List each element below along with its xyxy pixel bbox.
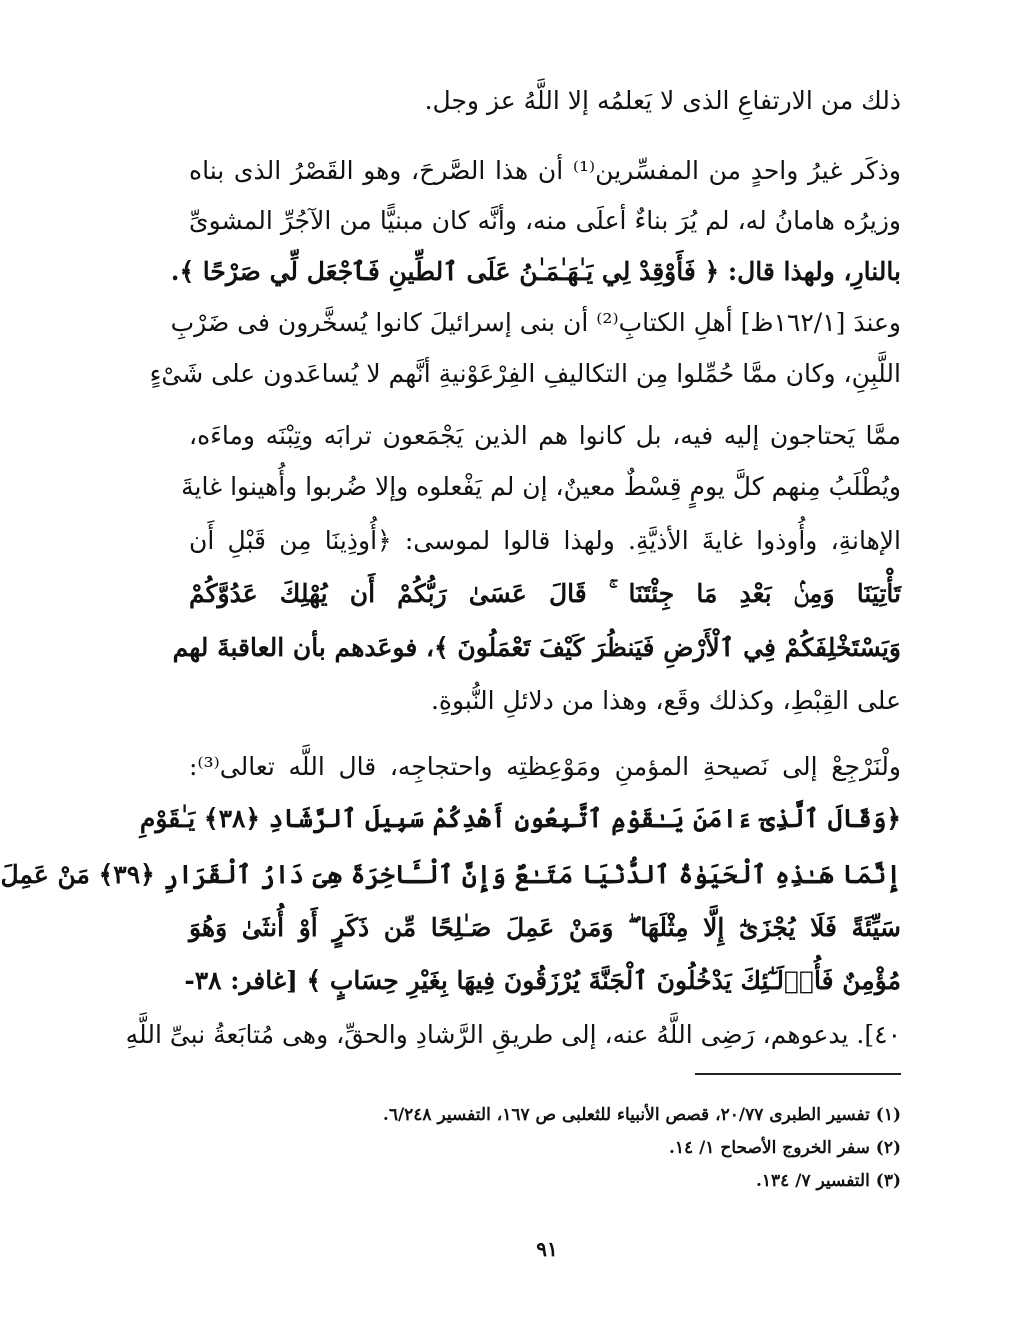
body-line-9: الإهانةِ، وأُوذوا غايةَ الأذيَّةِ. ولهذا قالوا لموسى: ﴿أُوذِينَا مِن قَبْلِ أَن: [189, 526, 901, 555]
body-line-7: ممَّا يَحتاجون إليه فيه، بل كانوا هم الذين يَجْمَعون ترابَه وتِبْنَه وماءَه،: [189, 421, 901, 450]
body-line-8: ويُطْلَبُ مِنهم كلَّ يومٍ قِسْطٌ معينٌ، إن لم يَفْعلوه وإلا ضُربوا وأُهينوا غايةَ: [181, 472, 901, 501]
body-line-5: وعندَ [١٦٢/١ظ] أهلِ الكتابِ⁽²⁾ أن بنى إسرائيلَ كانوا يُسخَّرون فى ضَرْبِ: [170, 308, 901, 337]
body-line-13: ولْنَرْجِعْ إلى نَصيحةِ المؤمنِ ومَوْعِظتِه واحتجاجِه، قال اللَّه تعالى⁽³⁾:: [189, 752, 901, 781]
body-line-4: بالنارِ، ولهذا قال: ﴿ فَأَوْقِدْ لِي يَـٰهَـٰمَـٰنُ عَلَى ٱلطِّينِ فَٱجْعَل لِّي صَرْحًا ﴾.: [170, 257, 901, 286]
body-line-18: ٤٠]. يدعوهم، رَضِى اللَّهُ عنه، إلى طريقِ الرَّشادِ والحقِّ، وهى مُتابَعةُ نبىِّ اللَّهِ: [125, 1020, 901, 1049]
body-line-6: اللَّبِنِ، وكان ممَّا حُمِّلوا مِن التكاليفِ الفِرْعَوْنيةِ أنَّهم لا يُساعَدون على شَىْءٍ: [149, 359, 901, 388]
page-number: ٩١: [536, 1237, 558, 1261]
body-line-11: وَيَسْتَخْلِفَكُمْ فِي ٱلْأَرْضِ فَيَنظُرَ كَيْفَ تَعْمَلُونَ ﴾، فوعَدهم بأن العاقبةَ لهم: [172, 633, 901, 662]
body-line-10: تَأْتِيَنَا وَمِنۢ بَعْدِ مَا جِئْتَنَا ۚ قَالَ عَسَىٰ رَبُّكُمْ أَن يُهْلِكَ عَدُوَّكُمْ: [189, 579, 901, 608]
footnote-3: (٣) التفسير ٧/ ١٣٤.: [756, 1171, 901, 1191]
body-line-1: ذلك من الارتفاعِ الذى لا يَعلمُه إلا اللَّهُ عز وجل.: [424, 86, 901, 115]
body-line-17: مُؤْمِنٌ فَأُو۟لَـٰٓئِكَ يَدْخُلُونَ ٱلْجَنَّةَ يُرْزَقُونَ فِيهَا بِغَيْرِ حِسَابٍ ﴾ [غافر: ٣٨-: [184, 966, 901, 995]
body-line-12: على القِبْطِ، وكذلك وقَع، وهذا من دلائلِ النُّبوةِ.: [430, 686, 901, 715]
body-line-14: ﴿وَقَالَ ٱلَّذِىٓ ءَامَنَ يَـٰقَوْمِ ٱتَّبِعُونِ أَهْدِكُمْ سَبِيلَ ٱلرَّشَادِ ﴿٣٨﴾ يَـٰقَوْمِ: [139, 804, 901, 833]
footnote-2: (٢) سفر الخروج الأصحاح ١/ ١٤.: [668, 1138, 901, 1158]
body-line-3: وزيرُه هامانُ له، لم يُرَ بناءٌ أعلَى منه، وأنَّه كان مبنيًّا من الآجُرِّ المشوىِّ: [189, 206, 901, 235]
body-line-15: إِنَّمَا هَـٰذِهِ ٱلْحَيَوٰةُ ٱلدُّنْيَا مَتَـٰعٌ وَإِنَّ ٱلْـَٔاخِرَةَ هِىَ دَارُ ٱلْقَرَارِ ﴿٣٩﴾ مَنْ عَمِلَ: [0, 860, 901, 889]
footnote-separator: [695, 1073, 901, 1075]
body-line-16: سَيِّئَةً فَلَا يُجْزَىٰٓ إِلَّا مِثْلَهَا ۖ وَمَنْ عَمِلَ صَـٰلِحًا مِّن ذَكَرٍ أَوْ أُنثَىٰ وَهُوَ: [189, 913, 901, 942]
body-line-2: وذكَر غيرُ واحدٍ من المفسِّرين⁽¹⁾ أن هذا الصَّرحَ، وهو القَصْرُ الذى بناه: [189, 156, 901, 185]
footnote-1: (١) تفسير الطبرى ٢٠/٧٧، قصص الأنبياء للثعلبى ص ١٦٧، التفسير ٦/٢٤٨.: [382, 1105, 901, 1125]
